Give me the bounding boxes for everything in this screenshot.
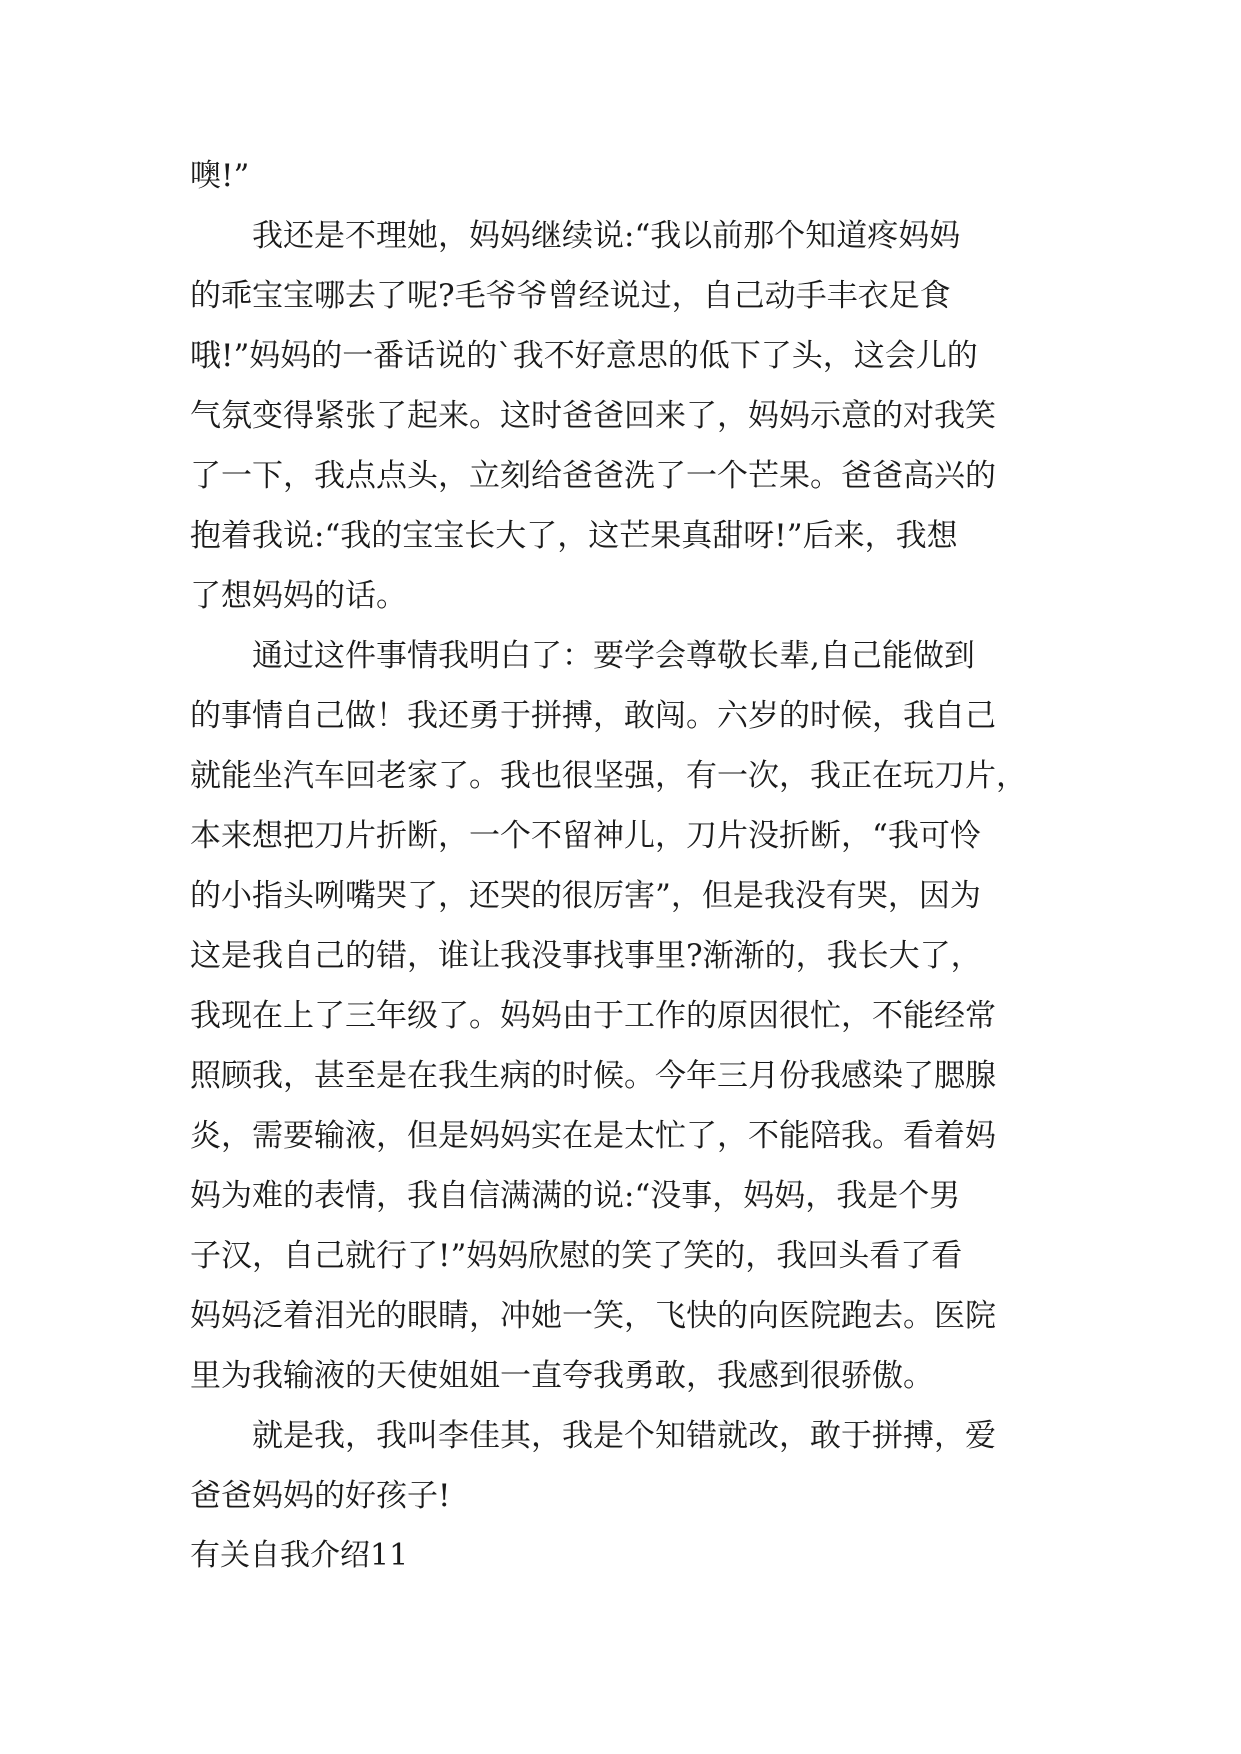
text-line: 了想妈妈的话。 xyxy=(190,578,407,614)
text-line: 妈为难的表情，我自信满满的说:“没事，妈妈，我是个男 xyxy=(190,1178,961,1214)
text-line: 哦!”妈妈的一番话说的`我不好意思的低下了头，这会儿的 xyxy=(190,338,978,374)
text-line: 妈妈泛着泪光的眼睛，冲她一笑，飞快的向医院跑去。医院 xyxy=(190,1298,996,1334)
text-line: 了一下，我点点头，立刻给爸爸洗了一个芒果。爸爸高兴的 xyxy=(190,458,996,494)
text-line: 爸爸妈妈的好孩子! xyxy=(190,1478,451,1514)
text-line: 的事情自己做！我还勇于拼搏，敢闯。六岁的时候，我自己 xyxy=(190,698,996,734)
text-line: 照顾我，甚至是在我生病的时候。今年三月份我感染了腮腺 xyxy=(190,1058,996,1094)
paragraph-start-line: 我还是不理她，妈妈继续说:“我以前那个知道疼妈妈 xyxy=(252,218,961,254)
text-line: 就能坐汽车回老家了。我也很坚强，有一次，我正在玩刀片， xyxy=(190,758,1027,794)
text-line: 这是我自己的错，谁让我没事找事里?渐渐的，我长大了， xyxy=(190,938,982,974)
text-line: 本来想把刀片折断，一个不留神儿，刀片没折断，“我可怜 xyxy=(190,818,981,854)
text-line: 炎，需要输液，但是妈妈实在是太忙了，不能陪我。看着妈 xyxy=(190,1118,996,1154)
text-line: 的乖宝宝哪去了呢?毛爷爷曾经说过，自己动手丰衣足食 xyxy=(190,278,951,314)
document-body xyxy=(190,146,1050,1586)
text-line: 子汉，自己就行了!”妈妈欣慰的笑了笑的，我回头看了看 xyxy=(190,1238,963,1274)
text-line: 抱着我说:“我的宝宝长大了，这芒果真甜呀!”后来，我想 xyxy=(190,518,958,554)
text-line: 气氛变得紧张了起来。这时爸爸回来了，妈妈示意的对我笑 xyxy=(190,398,996,434)
paragraph-start-line: 通过这件事情我明白了：要学会尊敬长辈,自己能做到 xyxy=(252,638,975,674)
section-heading: 有关自我介绍11 xyxy=(190,1538,409,1573)
text-line: 我现在上了三年级了。妈妈由于工作的原因很忙，不能经常 xyxy=(190,998,996,1034)
text-line: 噢!” xyxy=(190,158,250,194)
text-line: 里为我输液的天使姐姐一直夸我勇敢，我感到很骄傲。 xyxy=(190,1358,934,1394)
text-line: 的小指头咧嘴哭了，还哭的很厉害”，但是我没有哭，因为 xyxy=(190,878,981,914)
paragraph-start-line: 就是我，我叫李佳其，我是个知错就改，敢于拼搏，爱 xyxy=(252,1418,996,1454)
